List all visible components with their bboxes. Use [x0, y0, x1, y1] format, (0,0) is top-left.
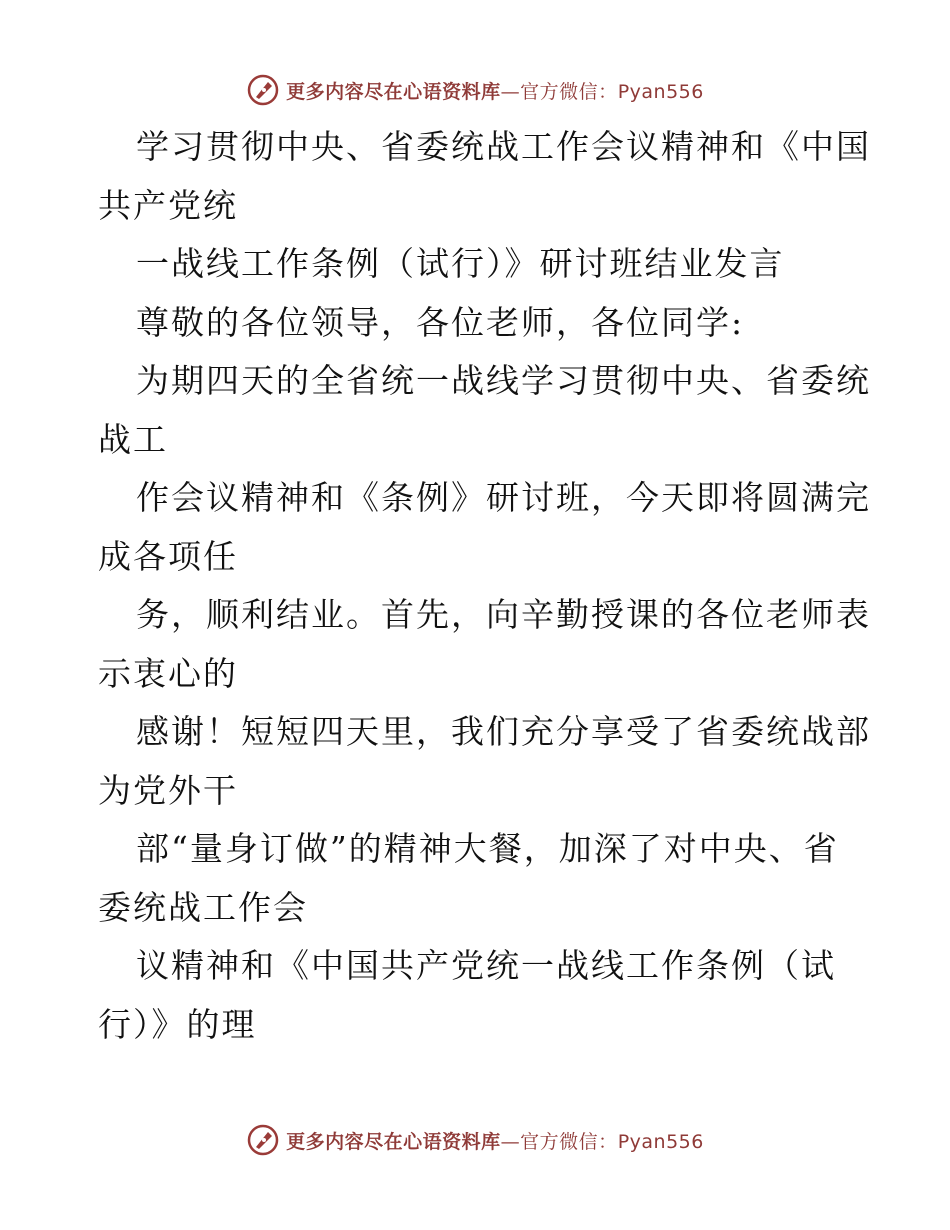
text-line: 为党外干	[98, 770, 238, 810]
text-line: 共产党统	[98, 185, 238, 225]
watermark-text	[286, 1127, 704, 1154]
text-line: 行）》的理	[98, 1004, 257, 1044]
header-watermark	[0, 70, 950, 110]
text-line: 一战线工作条例（试行）》研讨班结业发言	[136, 244, 785, 283]
text-line: 务，顺利结业。首先，向辛勤授课的各位老师表	[136, 595, 871, 634]
watermark-label: 官方微信：	[520, 80, 618, 103]
text-line: 感谢！短短四天里，我们充分享受了省委统战部	[136, 712, 871, 751]
text-line: 议精神和《中国共产党统一战线工作条例（试	[136, 946, 836, 985]
watermark-account: Pyan556	[617, 80, 704, 103]
pen-nib-icon	[246, 1123, 280, 1157]
watermark-account: Pyan556	[617, 1130, 704, 1153]
text-line: 战工	[98, 419, 168, 459]
footer-watermark	[0, 1120, 950, 1160]
text-line: 示衷心的	[98, 653, 238, 693]
text-line: 尊敬的各位领导，各位老师，各位同学:	[136, 302, 745, 342]
text-line: 成各项任	[98, 536, 238, 576]
watermark-label: 官方微信：	[520, 1130, 618, 1153]
pen-nib-icon	[246, 73, 280, 107]
text-line: 委统战工作会	[98, 887, 308, 927]
watermark-dash: —	[500, 80, 521, 103]
watermark-brand: 更多内容尽在心语资料库	[286, 1130, 501, 1153]
text-line: 为期四天的全省统一战线学习贯彻中央、省委统	[136, 361, 871, 400]
text-line: 作会议精神和《条例》研讨班，今天即将圆满完	[136, 478, 871, 517]
text-line: 学习贯彻中央、省委统战工作会议精神和《中国	[136, 127, 871, 166]
document-body	[98, 118, 871, 1054]
watermark-brand: 更多内容尽在心语资料库	[286, 80, 501, 103]
text-line: 部“量身订做”的精神大餐，加深了对中央、省	[136, 829, 839, 868]
watermark-text	[286, 77, 704, 104]
watermark-dash: —	[500, 1130, 521, 1153]
